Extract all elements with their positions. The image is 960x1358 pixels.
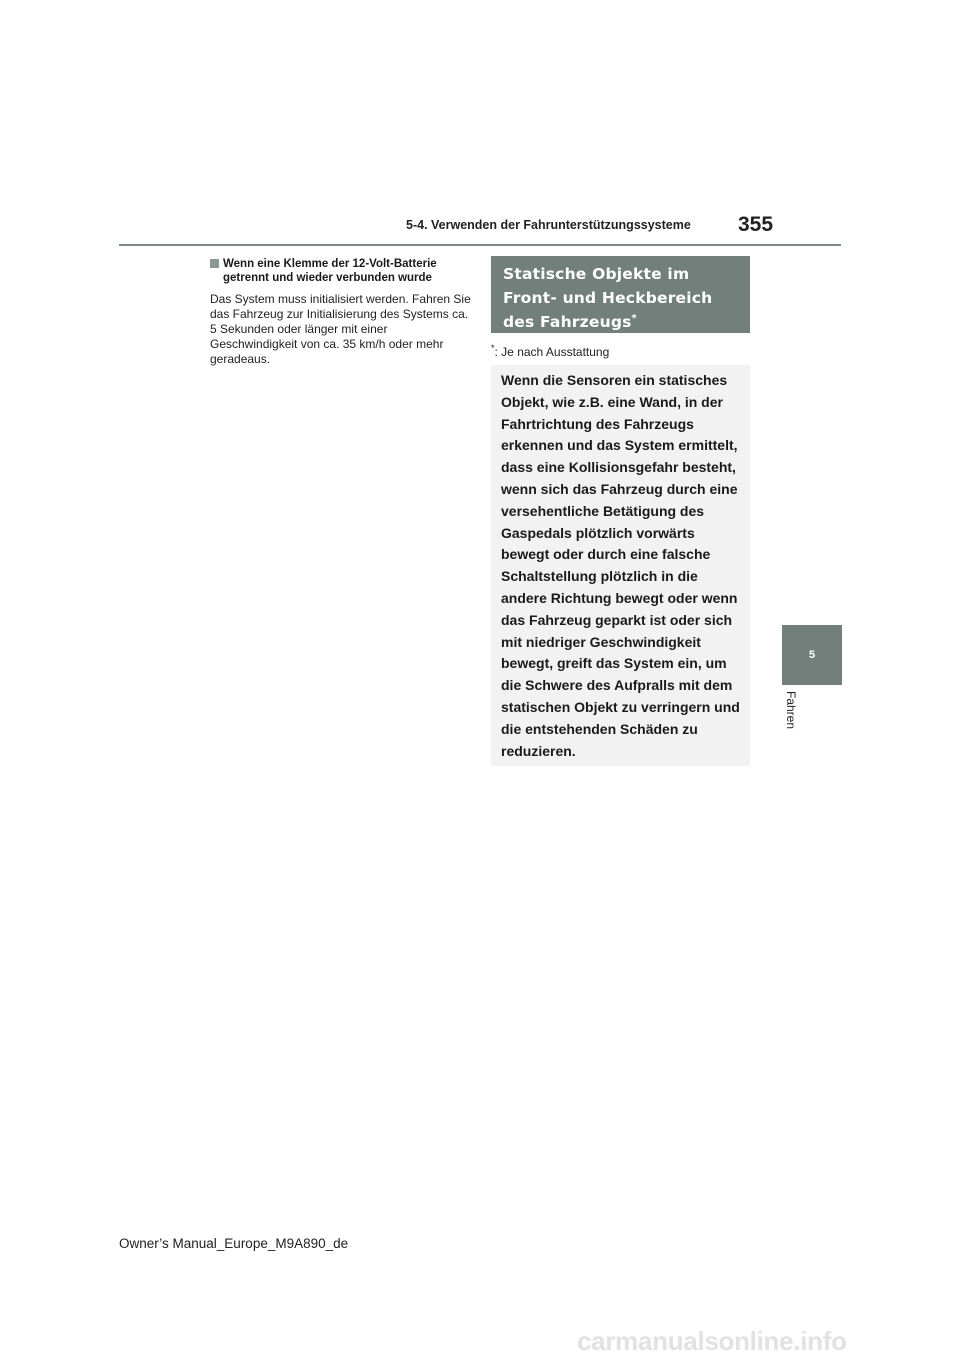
header-divider (119, 244, 841, 246)
footnote (491, 345, 609, 359)
footer-manual-id: Owner’s Manual_Europe_M9A890_de (119, 1236, 349, 1251)
chapter-label (778, 691, 808, 751)
note-heading-text: Wenn eine Klemme der 12-Volt-Batterie getrennt und wieder verbunden wurde (223, 258, 437, 284)
section-summary: Wenn die Sensoren ein statisches Objekt, wie z.B. eine Wand, in der Fahrtrichtung des Fahrzeugs erkennen und das System ermittelt, dass eine Kollisionsgefahr besteht, wenn sich das Fahrzeug durch eine versehentliche Betätigung des Gaspedals plötzlich vorwärts bewegt oder durch eine falsche Schaltstellung plötzlich in die andere Richtung bewegt oder wenn das Fahrzeug geparkt ist oder sich mit niedriger Geschwindigkeit bewegt, greift das System ein, um die Schwere des Aufpralls mit dem statischen Objekt zu verringern und die entstehenden Schäden zu reduzieren. (501, 372, 740, 759)
page-number: 355 (738, 213, 774, 236)
section-heading-box (491, 256, 750, 333)
watermark: carmanualsonline.info (577, 1326, 847, 1356)
note-heading (210, 257, 470, 285)
chapter-tab[interactable] (782, 625, 842, 685)
square-bullet-icon (210, 259, 219, 268)
section-heading: Statische Objekte im Front- und Heckbereich des Fahrzeugs (503, 265, 713, 331)
footnote-marker: * (631, 312, 637, 324)
chapter-label-text: Fahren (784, 691, 798, 730)
footnote-marker-ref: * (491, 343, 495, 353)
footnote-text: : Je nach Ausstattung (494, 345, 610, 359)
chapter-number: 5 (808, 649, 816, 661)
note-body: Das System muss initialisiert werden. Fahren Sie das Fahrzeug zur Initialisierung des Systems ca. 5 Sekunden oder länger mit einer Geschwindigkeit von ca. 35 km/h oder mehr geradeaus. (210, 292, 471, 366)
section-title: 5-4. Verwenden der Fahrunterstützungssysteme (406, 218, 691, 232)
section-summary-box (491, 365, 750, 766)
